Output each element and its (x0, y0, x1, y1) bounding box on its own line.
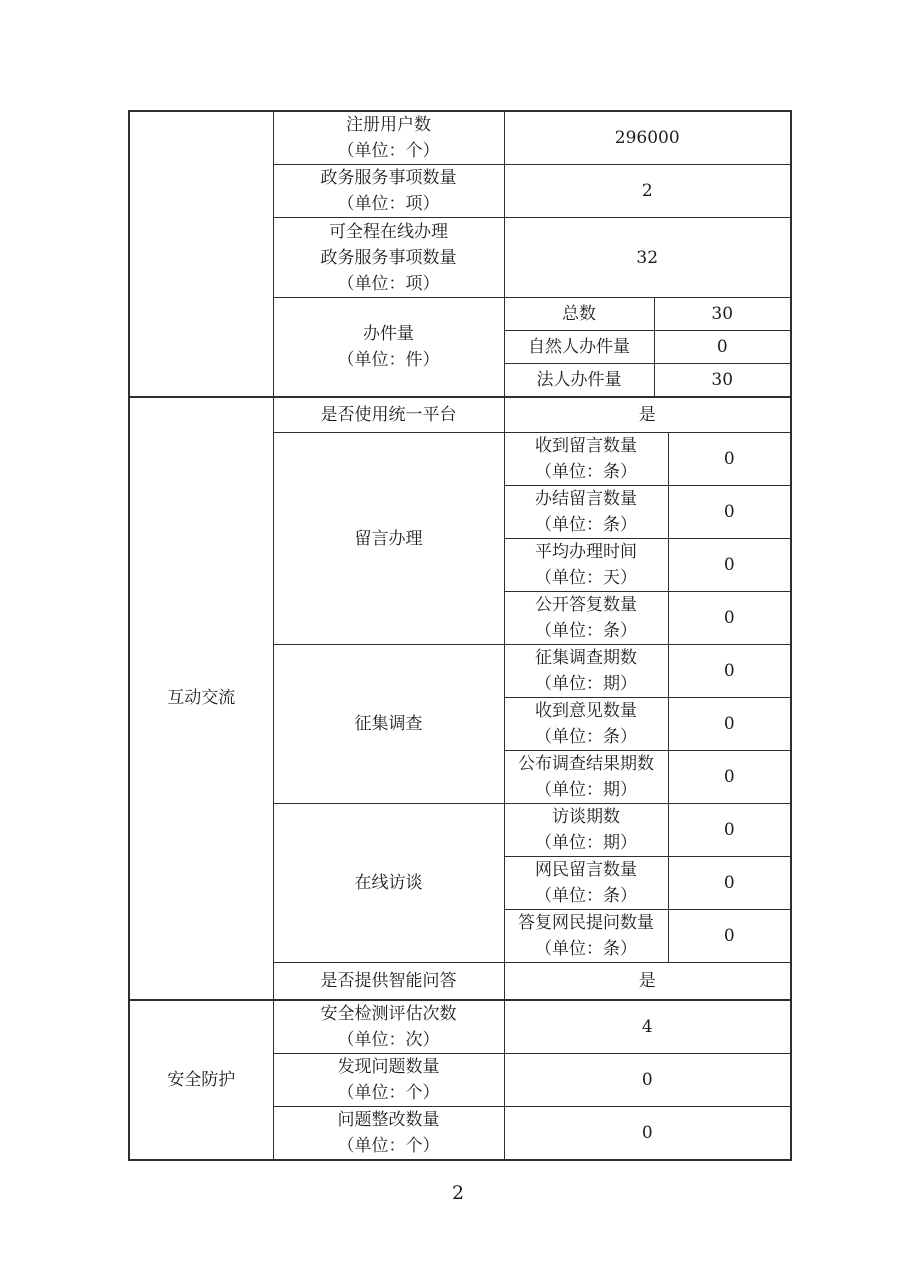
submetric-label-cell (504, 645, 668, 698)
metric-unit: （单位：项） (337, 194, 440, 214)
submetric-unit: （单位：期） (535, 674, 637, 694)
metric-value: 2 (504, 165, 791, 218)
metric-label-cell (273, 111, 504, 165)
submetric-unit: （单位：条） (535, 621, 637, 641)
submetric-label: 平均办理时间 (535, 542, 637, 562)
category-cell-blank (129, 111, 273, 397)
group-label-interview: 在线访谈 (273, 804, 504, 963)
submetric-label: 网民留言数量 (535, 860, 637, 880)
submetric-label: 答复网民提问数量 (518, 913, 654, 933)
metric-unit: （单位：个） (337, 1082, 440, 1103)
page-number: 2 (451, 1182, 465, 1204)
submetric-label-cell (504, 433, 668, 486)
group-label: 办件量 (363, 323, 414, 344)
metric-label-cell (273, 1106, 504, 1160)
metric-label-cell (273, 1000, 504, 1054)
submetric-label-cell (504, 486, 668, 539)
submetric-label-cell (504, 857, 668, 910)
group-label-cell (273, 298, 504, 397)
submetric-value: 30 (654, 364, 791, 397)
submetric-value: 0 (668, 751, 791, 804)
submetric-label: 收到意见数量 (535, 701, 637, 721)
group-label-messages: 留言办理 (273, 433, 504, 645)
submetric-value: 0 (668, 592, 791, 645)
submetric-value: 0 (668, 433, 791, 486)
submetric-label-cell (504, 910, 668, 963)
submetric-label: 总数 (504, 298, 654, 331)
submetric-label: 访谈期数 (552, 807, 620, 827)
submetric-unit: （单位：期） (535, 833, 637, 853)
submetric-unit: （单位：天） (535, 568, 637, 588)
submetric-label-cell (504, 592, 668, 645)
submetric-value: 0 (668, 539, 791, 592)
submetric-unit: （单位：条） (535, 939, 637, 959)
metric-label: 安全检测评估次数 (320, 1003, 457, 1024)
metric-label-cell (273, 1053, 504, 1106)
category-cell-security: 安全防护 (129, 1000, 273, 1160)
submetric-label-cell (504, 804, 668, 857)
submetric-unit: （单位：条） (535, 462, 637, 482)
metric-label: 政务服务事项数量 (320, 247, 457, 268)
group-label-survey: 征集调查 (273, 645, 504, 804)
metric-value: 32 (504, 218, 791, 298)
submetric-unit: （单位：条） (535, 727, 637, 747)
group-unit: （单位：件） (337, 349, 440, 370)
submetric-label: 公开答复数量 (535, 595, 637, 615)
submetric-value: 0 (668, 804, 791, 857)
submetric-value: 0 (668, 910, 791, 963)
submetric-value: 0 (668, 486, 791, 539)
submetric-value: 0 (668, 857, 791, 910)
submetric-unit: （单位：期） (535, 780, 637, 800)
submetric-unit: （单位：条） (535, 886, 637, 906)
table-row (129, 111, 791, 165)
submetric-label: 收到留言数量 (535, 436, 637, 456)
submetric-value: 30 (654, 298, 791, 331)
metric-label-cell (273, 165, 504, 218)
submetric-value: 0 (668, 698, 791, 751)
metric-label: 是否提供智能问答 (273, 963, 504, 1000)
metric-label-cell (273, 218, 504, 298)
metric-value: 4 (504, 1000, 791, 1054)
submetric-label: 征集调查期数 (535, 648, 637, 668)
metric-label: 问题整改数量 (337, 1109, 440, 1130)
table-row (129, 397, 791, 433)
metric-unit: （单位：个） (337, 1135, 440, 1156)
metric-value: 0 (504, 1053, 791, 1106)
submetric-value: 0 (654, 331, 791, 364)
submetric-value: 0 (668, 645, 791, 698)
metric-label: 是否使用统一平台 (273, 397, 504, 433)
metric-unit: （单位：个） (337, 141, 440, 161)
metric-value: 是 (504, 963, 791, 1000)
submetric-label: 自然人办件量 (504, 331, 654, 364)
table-row (129, 1000, 791, 1054)
metric-label: 可全程在线办理 (329, 221, 448, 242)
metric-value: 296000 (504, 111, 791, 165)
submetric-label: 公布调查结果期数 (518, 754, 654, 774)
metric-label: 注册用户数 (346, 115, 431, 135)
submetric-unit: （单位：条） (535, 515, 637, 535)
category-cell-interaction: 互动交流 (129, 397, 273, 1000)
metric-unit: （单位：项） (337, 273, 440, 294)
submetric-label: 办结留言数量 (535, 489, 637, 509)
metric-value: 0 (504, 1106, 791, 1160)
submetric-label: 法人办件量 (504, 364, 654, 397)
submetric-label-cell (504, 698, 668, 751)
metric-value: 是 (504, 397, 791, 433)
submetric-label-cell (504, 751, 668, 804)
metric-label: 发现问题数量 (337, 1056, 440, 1077)
submetric-label-cell (504, 539, 668, 592)
metric-label: 政务服务事项数量 (320, 168, 457, 188)
metric-unit: （单位：次） (337, 1029, 440, 1050)
annual-report-table (128, 110, 792, 1161)
